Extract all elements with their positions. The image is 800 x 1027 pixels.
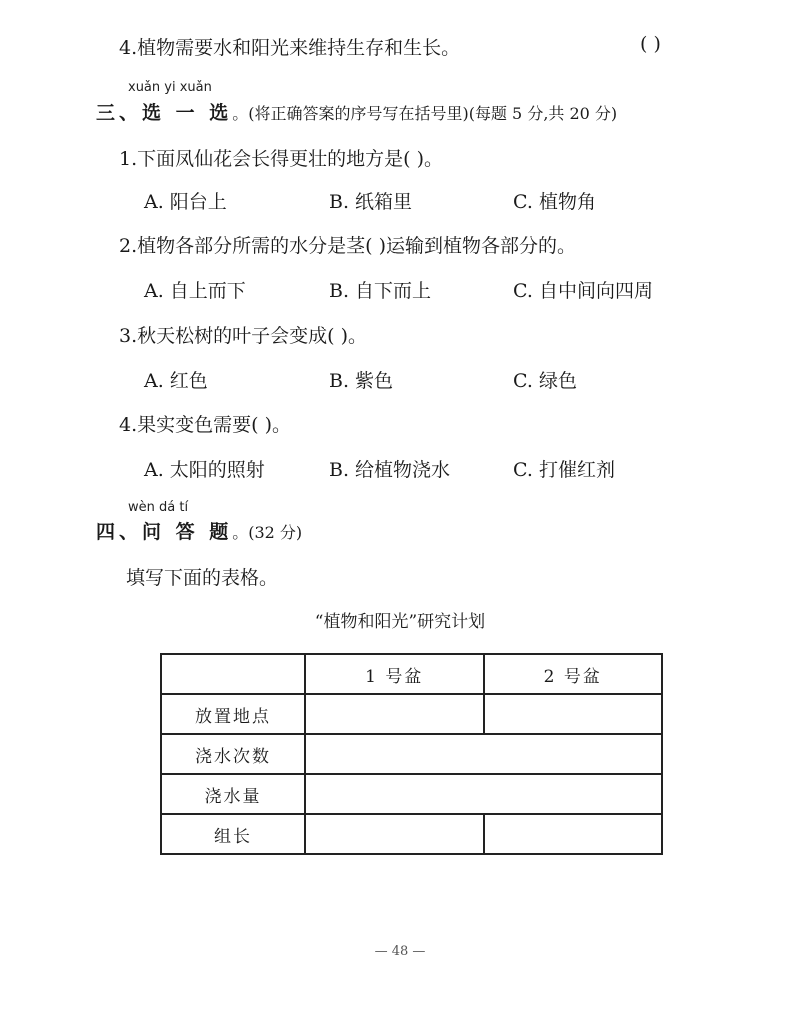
cell-placement-pot-2[interactable]	[484, 694, 663, 734]
q2-stem: 2.植物各部分所需的水分是茎( )运输到植物各部分的。	[119, 235, 576, 257]
section3-instruction: 。(将正确答案的序号写在括号里)(每题 5 分,共 20 分)	[232, 104, 618, 123]
answer-paren: ( )	[640, 33, 661, 55]
research-plan-table	[160, 653, 663, 855]
row-label-water-amount: 浇水量	[161, 774, 305, 814]
q3-stem: 3.秋天松树的叶子会变成( )。	[119, 325, 367, 347]
q4-stem: 4.果实变色需要( )。	[119, 414, 291, 436]
table-row	[161, 734, 662, 774]
question-4-statement: 4.植物需要水和阳光来维持生存和生长。	[119, 37, 461, 59]
section4-title: 四、问 答 题	[96, 521, 233, 543]
row-label-watering-times: 浇水次数	[161, 734, 305, 774]
q1-option-c: C. 植物角	[513, 191, 596, 213]
section4-heading	[96, 517, 302, 544]
column-header-pot-1: 1 号盆	[305, 654, 484, 694]
q2-option-c: C. 自中间向四周	[513, 280, 653, 302]
q3-option-b: B. 紫色	[329, 370, 394, 392]
q1-option-a: A. 阳台上	[144, 191, 227, 213]
page-number: — 48 —	[374, 944, 426, 959]
q1-option-b: B. 纸箱里	[329, 191, 413, 213]
table-corner-cell	[161, 654, 305, 694]
section4-pinyin: wèn dá tí	[128, 500, 189, 515]
table-title: “植物和阳光”研究计划	[314, 612, 486, 632]
cell-leader-pot-1[interactable]	[305, 814, 484, 854]
table-header-row	[161, 654, 662, 694]
row-label-group-leader: 组长	[161, 814, 305, 854]
cell-water-amount[interactable]	[305, 774, 662, 814]
q4-option-c: C. 打催红剂	[513, 459, 615, 481]
q2-option-b: B. 自下而上	[329, 280, 432, 302]
q3-option-c: C. 绿色	[513, 370, 577, 392]
q2-option-a: A. 自上而下	[144, 280, 246, 302]
section3-heading	[96, 98, 617, 125]
row-label-placement: 放置地点	[161, 694, 305, 734]
q1-stem: 1.下面凤仙花会长得更壮的地方是( )。	[119, 148, 443, 170]
q4-option-a: A. 太阳的照射	[144, 459, 265, 481]
table-row	[161, 694, 662, 734]
table-row	[161, 774, 662, 814]
column-header-pot-2: 2 号盆	[484, 654, 663, 694]
table-row	[161, 814, 662, 854]
section3-title: 三、选 一 选	[96, 102, 233, 124]
section3-pinyin: xuǎn yi xuǎn	[128, 80, 212, 95]
cell-placement-pot-1[interactable]	[305, 694, 484, 734]
section4-instruction: 。(32 分)	[232, 523, 303, 542]
q4-option-b: B. 给植物浇水	[329, 459, 451, 481]
cell-leader-pot-2[interactable]	[484, 814, 663, 854]
q3-option-a: A. 红色	[144, 370, 208, 392]
section4-prompt: 填写下面的表格。	[126, 567, 279, 589]
cell-watering-times[interactable]	[305, 734, 662, 774]
